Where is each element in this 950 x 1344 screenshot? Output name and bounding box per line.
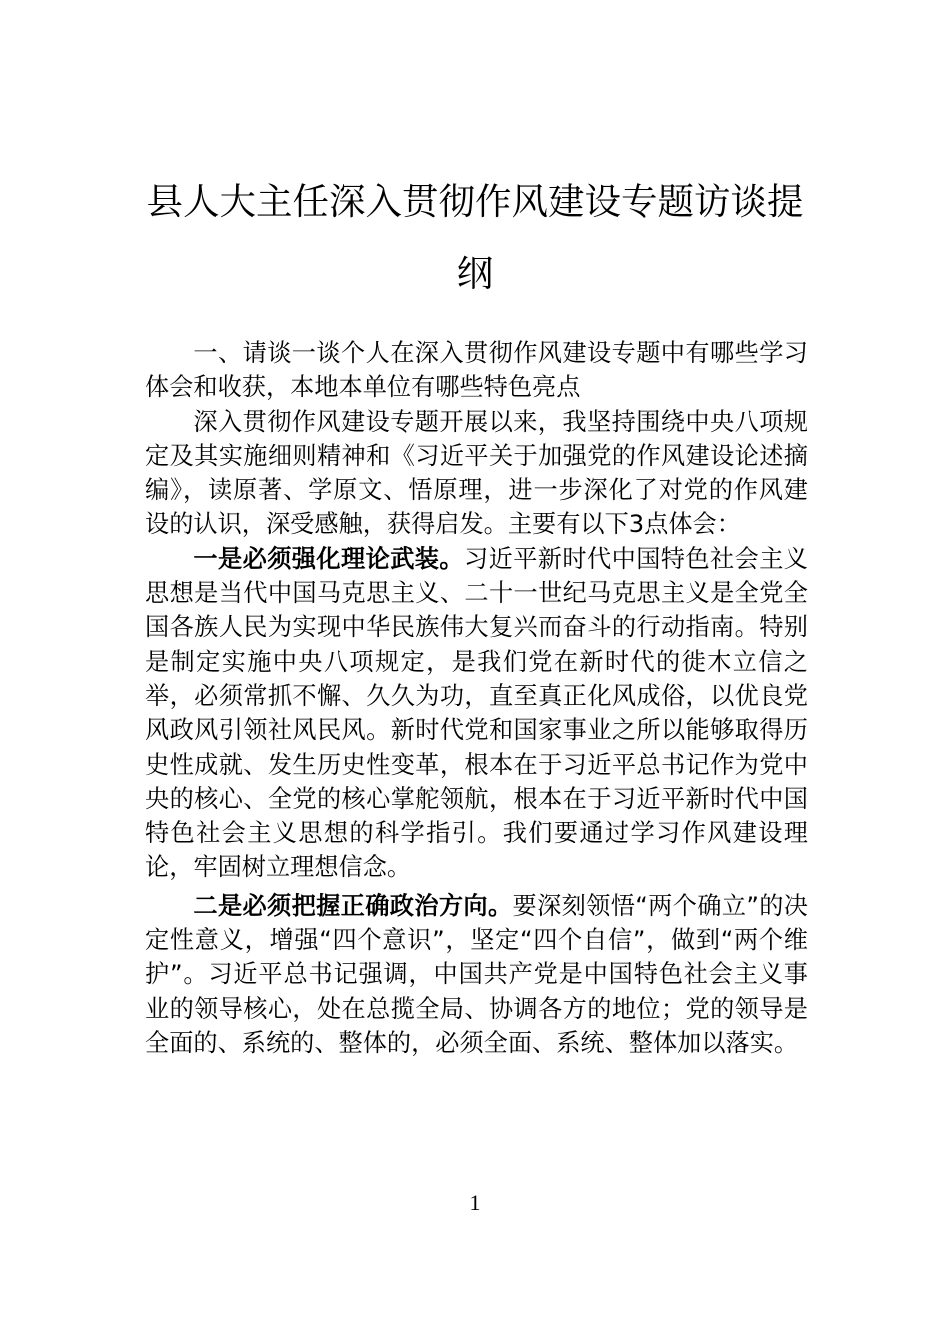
- point-2-text: 要深刻领悟“两个确立”的决定性意义，增强“四个意识”，坚定“四个自信”，做到“两个维护”。习近平总书记强调，中国共产党是中国特色社会主义事业的领导核心，处在总揽全局、协调各方的地位；党的领导是全面的、系统的、整体的，必须全面、系统、整体加以落实。: [145, 891, 808, 1057]
- point-2-heading: 二是必须把握正确政治方向。: [193, 891, 513, 920]
- point-1-heading: 一是必须强化理论武装。: [193, 544, 464, 573]
- document-title: 县人大主任深入贯彻作风建设专题访谈提纲: [146, 180, 804, 295]
- point-2-paragraph: [145, 889, 808, 1060]
- question-heading: 一、请谈一谈个人在深入贯彻作风建设专题中有哪些学习体会和收获，本地本单位有哪些特色亮点: [145, 339, 808, 402]
- page-number: 1: [469, 1190, 481, 1215]
- point-1-paragraph: [145, 542, 808, 885]
- document-body: [145, 336, 808, 1060]
- intro-paragraph: 深入贯彻作风建设专题开展以来，我坚持围绕中央八项规定及其实施细则精神和《习近平关于加强党的作风建设论述摘编》，读原著、学原文、悟原理，进一步深化了对党的作风建设的认识，深受感触，获得启发。主要有以下3点体会：: [145, 407, 808, 539]
- point-1-text: 习近平新时代中国特色社会主义思想是当代中国马克思主义、二十一世纪马克思主义是全党全国各族人民为实现中华民族伟大复兴而奋斗的行动指南。特别是制定实施中央八项规定，是我们党在新时代的徙木立信之举，必须常抓不懈、久久为功，直至真正化风成俗，以优良党风政风引领社风民风。新时代党和国家事业之所以能够取得历史性成就、发生历史性变革，根本在于习近平总书记作为党中央的核心、全党的核心掌舵领航，根本在于习近平新时代中国特色社会主义思想的科学指引。我们要通过学习作风建设理论，牢固树立理想信念。: [145, 544, 808, 882]
